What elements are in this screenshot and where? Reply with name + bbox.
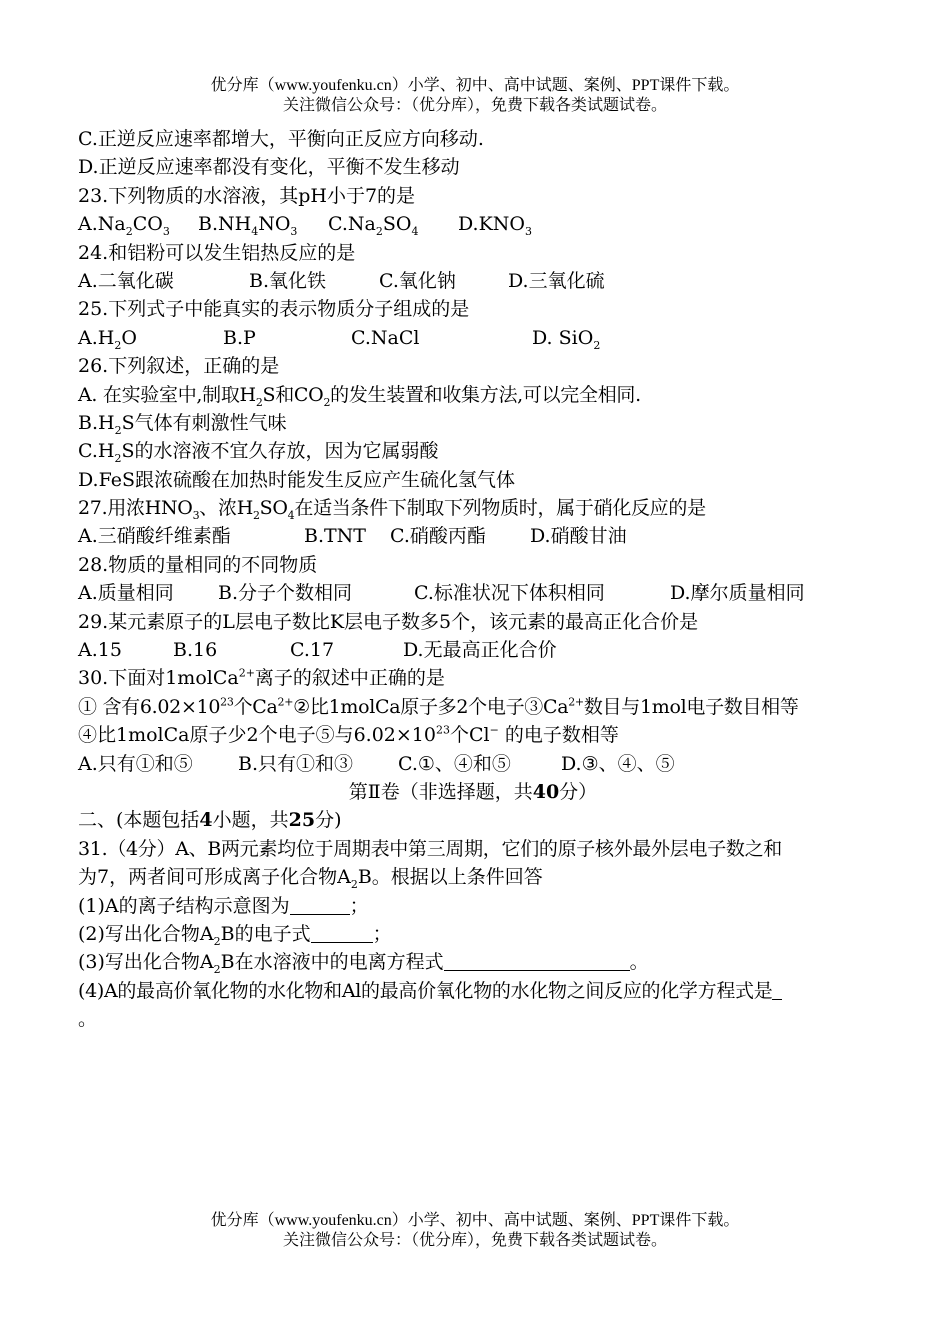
answer-blank-1[interactable] xyxy=(290,894,350,915)
q25-option-c: C.NaCl xyxy=(351,326,420,349)
footer-line-2: 关注微信公众号：（优分库），免费下载各类试题试卷。 xyxy=(282,1232,667,1249)
q30-option-b: B.只有①和③ xyxy=(238,752,354,775)
header-line-1: 优分库（www.youfenku.cn）小学、初中、高中试题、案例、PPT课件下载。 xyxy=(210,77,740,94)
q23-option-a: $A.Na_2CO_3$ xyxy=(78,213,170,238)
q28-option-c: C.标准状况下体积相同 xyxy=(414,582,605,605)
q28-option-a: A.质量相同 xyxy=(78,582,174,605)
q24-option-c: C.氧化钠 xyxy=(379,269,456,292)
q30-statements-1: ① 含有$6.02\times 10^{23}$个$Ca^{2+}②$比1molCa原子多2个电子$③Ca^{2+}$数目与1mol电子数目相等 xyxy=(78,695,799,718)
q24-option-d: D.三氧化硫 xyxy=(508,269,605,292)
q30-option-a: A.只有①和⑤ xyxy=(78,752,193,775)
q25-stem: 25.下列式子中能真实的表示物质分子组成的是 xyxy=(78,298,470,321)
q26-option-b: $B.H_2S$气体有刺激性气味 xyxy=(78,411,287,437)
q23-stem: 23.下列物质的水溶液，其pH小于7的是 xyxy=(78,184,416,207)
q27-stem: 27.用浓$HNO_3$、浓$H_2SO_4$在适当条件下制取下列物质时，属于硝化反应的是 xyxy=(78,497,706,522)
answer-blank-4[interactable] xyxy=(772,979,782,1000)
q29-options xyxy=(78,636,908,664)
q22-option-c: C.正逆反应速率都增大，平衡向正反应方向移动. xyxy=(78,128,484,150)
q23-options xyxy=(78,210,908,238)
q23-option-d: $D.KNO_3$ xyxy=(458,213,532,238)
part2-title: 第Ⅱ卷（非选择题，共40分） xyxy=(348,780,598,803)
q26-option-a: A. 在实验室中,制取$H_2S$和$CO_2$的发生装置和收集方法,可以完全相同. xyxy=(78,383,641,409)
q30-options xyxy=(78,750,908,778)
q24-option-a: A.二氧化碳 xyxy=(78,269,174,292)
q30-stem: 30.下面对1molCa$^{2+}$离子的叙述中正确的是 xyxy=(78,667,445,690)
q31-part-3: (3)写出化合物$A_2B$在水溶液中的电离方程式 。 xyxy=(78,951,649,977)
q29-option-b: B.16 xyxy=(173,639,218,662)
q31-line-1: 31.（4分）A、B两元素均位于周期表中第三周期，它们的原子核外最外层电子数之和 xyxy=(78,837,782,860)
q28-options xyxy=(78,579,908,607)
q31-line-2: 为7，两者间可形成离子化合物$A_2B$。根据以上条件回答 xyxy=(78,866,543,891)
q29-option-a: A.15 xyxy=(78,639,122,662)
footer-line-1: 优分库（www.youfenku.cn）小学、初中、高中试题、案例、PPT课件下载。 xyxy=(210,1212,740,1229)
q31-part-4-end: 。 xyxy=(78,1008,98,1031)
q27-options xyxy=(78,522,908,550)
q28-option-d: D.摩尔质量相同 xyxy=(670,582,805,605)
q24-options xyxy=(78,267,908,295)
q31-part-4: (4)A的最高价氧化物的水化物和Al的最高价氧化物的水化物之间反应的化学方程式是 xyxy=(78,977,908,1005)
q31-part-2: (2)写出化合物$A_2B$的电子式 ； xyxy=(78,922,392,948)
page-footer xyxy=(0,1211,950,1251)
q30-option-c: C.①、④和⑤ xyxy=(398,752,511,775)
q24-option-b: B.氧化铁 xyxy=(249,269,327,292)
exam-content xyxy=(78,125,908,1034)
q23-option-c: $C.Na_2SO_4$ xyxy=(328,213,419,238)
q23-option-b: $B.NH_4NO_3$ xyxy=(198,213,298,238)
q26-option-d: D.FeS跟浓硫酸在加热时能发生反应产生硫化氢气体 xyxy=(78,468,516,491)
q24-stem: 24.和铝粉可以发生铝热反应的是 xyxy=(78,241,356,264)
q27-option-b: B.TNT xyxy=(304,525,366,548)
q29-option-d: D.无最高正化合价 xyxy=(403,639,557,662)
header-line-2: 关注微信公众号：（优分库），免费下载各类试题试卷。 xyxy=(282,97,667,114)
q25-option-b: B.P xyxy=(223,326,256,349)
q27-option-a: A.三硝酸纤维素酯 xyxy=(78,525,231,548)
q25-options xyxy=(78,324,908,352)
q30-option-d: D.③、④、⑤ xyxy=(561,752,675,775)
q29-option-c: C.17 xyxy=(290,639,335,662)
q28-option-b: B.分子个数相同 xyxy=(218,582,353,605)
section-2-heading: 二、(本题包括4小题，共25分) xyxy=(78,809,342,832)
q26-option-c: $C.H_2S$的水溶液不宜久存放，因为它属弱酸 xyxy=(78,440,439,466)
answer-blank-3[interactable] xyxy=(444,950,630,971)
page-header xyxy=(0,76,950,116)
q27-option-c: C.硝酸丙酯 xyxy=(390,525,486,548)
q31-part-1: (1)A的离子结构示意图为 ； xyxy=(78,894,369,917)
answer-blank-2[interactable] xyxy=(311,922,373,943)
q25-option-a: $A.H_2O$ xyxy=(78,326,137,352)
q27-option-d: D.硝酸甘油 xyxy=(530,525,627,548)
q22-option-d: D.正逆反应速率都没有变化，平衡不发生移动 xyxy=(78,156,460,179)
q29-stem: 29.某元素原子的L层电子数比K层电子数多5个，该元素的最高正化合价是 xyxy=(78,610,699,633)
q28-stem: 28.物质的量相同的不同物质 xyxy=(78,553,318,576)
q30-statements-2: ④比1molCa原子少2个电子⑤与$6.02\times 10^{23}$个Cl− 的电子数相等 xyxy=(78,723,619,747)
q25-option-d: D. SiO$_2$ xyxy=(532,326,601,352)
q26-stem: 26.下列叙述，正确的是 xyxy=(78,355,280,378)
